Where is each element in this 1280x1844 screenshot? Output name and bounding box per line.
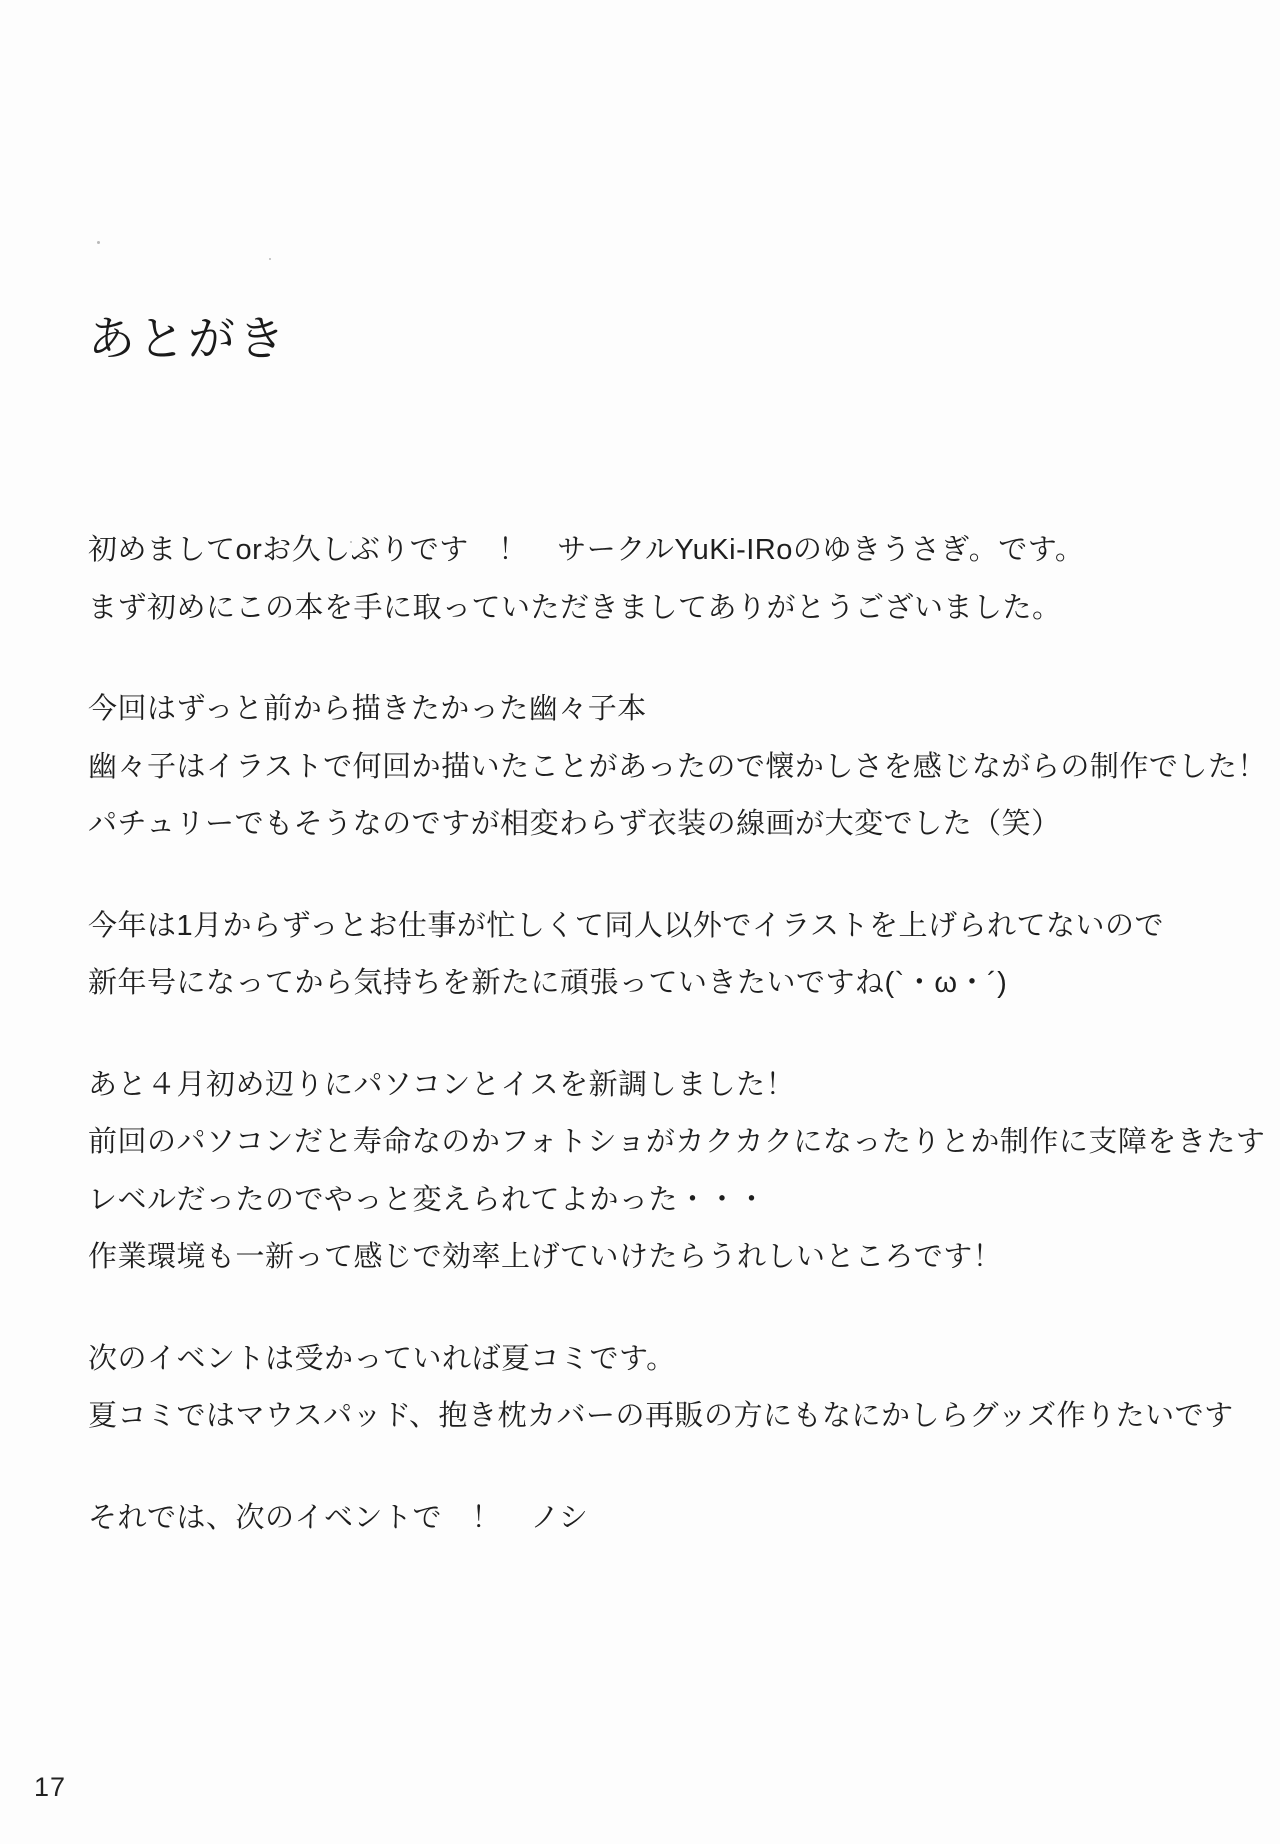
scan-speck — [269, 258, 271, 260]
paragraph-next-event — [88, 1331, 1240, 1446]
text-line: 次のイベントは受かっていれば夏コミです。 — [88, 1342, 676, 1375]
paragraph-farewell — [88, 1490, 1240, 1548]
text-line: レベルだったのでやっと変えられてよかった・・・ — [88, 1183, 767, 1216]
text-line: 作業環境も一新って感じで効率上げていけたらうれしいところです！ — [88, 1241, 1003, 1273]
text-line: まず初めにこの本を手に取っていただきましてありがとうございました。 — [88, 591, 1062, 624]
text-line: 今年は1月からずっとお仕事が忙しくて同人以外でイラストを上げられてないので — [88, 909, 1165, 942]
text-line: 前回のパソコンだと寿命なのかフォトショがカクカクになったりとか制作に支障をきたす — [88, 1126, 1266, 1158]
text-line: 夏コミではマウスパッド、抱き枕カバーの再販の方にもなにかしらグッズ作りたいです — [88, 1400, 1234, 1432]
afterword-title: あとがき — [88, 312, 288, 365]
text-line: あと４月初め辺りにパソコンとイスを新調しました！ — [88, 1068, 796, 1101]
text-line: 新年号になってから気持ちを新たに頑張っていきたいですね(`・ω・´) — [88, 967, 1008, 999]
text-line: 初めましてorお久しぶりです ！ サークルYuKi-IRoのゆきうさぎ。です。 — [88, 534, 1085, 566]
page-number: 17 — [34, 1772, 67, 1802]
text-line: パチュリーでもそうなのですが相変わらず衣装の線画が大変でした（笑） — [88, 808, 1061, 840]
text-line: 今回はずっと前から描きたかった幽々子本 — [88, 693, 647, 725]
text-line: それでは、次のイベントで ！ ノシ — [88, 1501, 589, 1534]
scan-speck — [97, 241, 100, 244]
paragraph-pc — [88, 1057, 1266, 1287]
afterword-body — [88, 522, 1267, 1591]
paragraph-book — [88, 681, 1267, 854]
text-line: 幽々子はイラストで何回か描いたことがあったので懐かしさを感じながらの制作でした！ — [88, 750, 1267, 783]
paragraph-work — [88, 898, 1240, 1013]
paragraph-greeting — [88, 522, 1240, 637]
